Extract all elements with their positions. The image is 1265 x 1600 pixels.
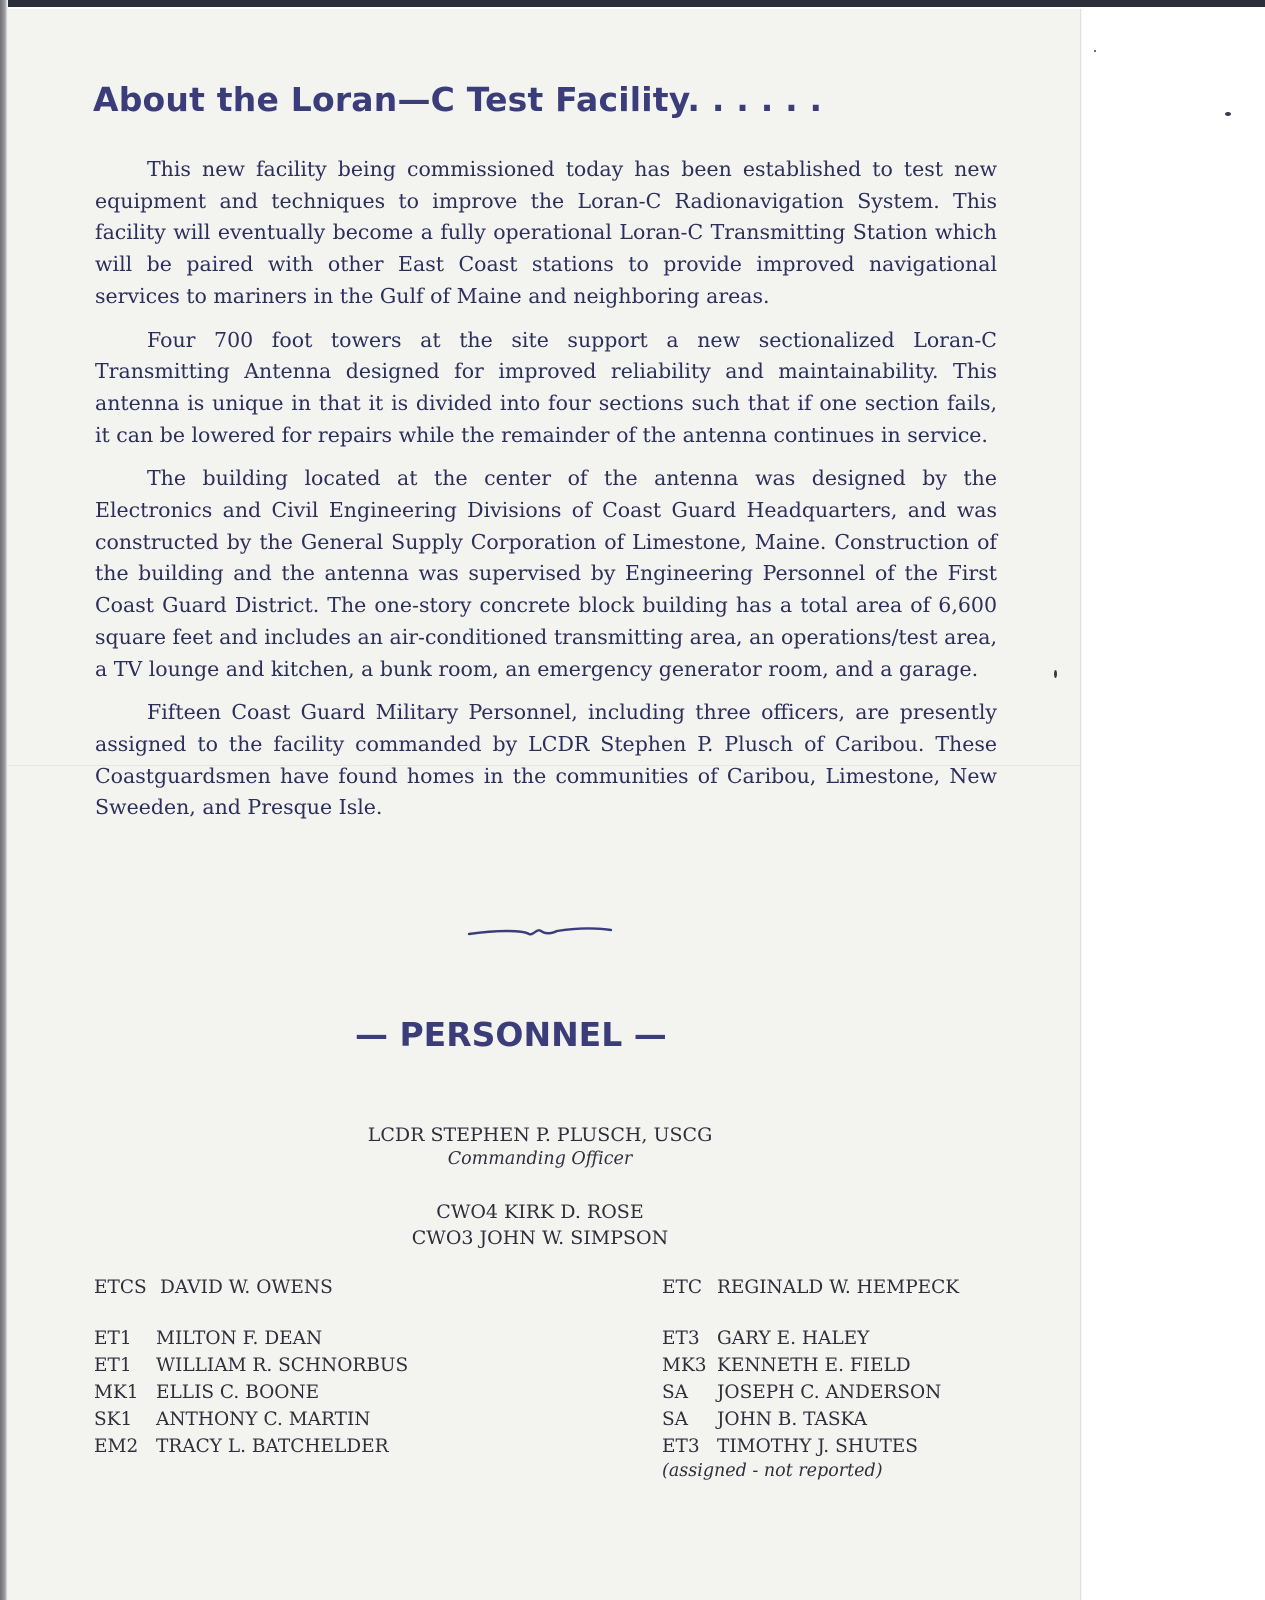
crew-list-left: [94, 1325, 408, 1460]
warrant-officers-block: [290, 1199, 790, 1251]
roster-row: [94, 1433, 408, 1460]
scan-left-edge: [0, 0, 8, 1600]
roster-row: [662, 1274, 959, 1301]
rate-label: ETC: [662, 1277, 702, 1298]
assignment-note: (assigned - not reported): [662, 1461, 883, 1481]
scan-top-edge: [0, 0, 1265, 7]
roster-row: [662, 1325, 941, 1352]
member-name: DAVID W. OWENS: [160, 1277, 333, 1298]
rate-label: SA: [662, 1382, 689, 1403]
roster-row: [94, 1325, 408, 1352]
member-name: MILTON F. DEAN: [156, 1328, 323, 1349]
paragraph-personnel: Fifteen Coast Guard Military Personnel, including three officers, are presently assigned to the facility commanded by LCDR Stephen P. Plusch of Caribou. These Coastguardsmen have found homes in the communities of Caribou, Limestone, New Sweeden, and Presque Isle.: [95, 700, 997, 820]
paper-speck: [1094, 50, 1096, 52]
member-name: REGINALD W. HEMPECK: [717, 1277, 960, 1298]
roster-row: [662, 1352, 941, 1379]
rate-label: SA: [662, 1409, 689, 1430]
facility-description: [95, 154, 997, 836]
member-name: JOSEPH C. ANDERSON: [717, 1382, 942, 1403]
member-name: WILLIAM R. SCHNORBUS: [156, 1355, 409, 1376]
rate-label: ET3: [662, 1328, 700, 1349]
squiggle-divider: [467, 925, 613, 939]
roster-row: [94, 1352, 408, 1379]
roster-row: [94, 1406, 408, 1433]
paragraph-building: The building located at the center of the antenna was designed by the Electronics and Civil Engineering Divisions of Coast Guard Headquarters, and was constructed by the General Supply Corporation of Limestone, Maine. Construction of the building and the antenna was supervised by Engineering Personnel of the First Coast Guard District. The one-story concrete block building has a total area of 6,600 square feet and includes an air-conditioned transmitting area, an operations/test area, a TV lounge and kitchen, a bunk room, an emergency generator room, and a garage.: [95, 466, 997, 681]
crew-list-right: [662, 1325, 941, 1482]
member-name: KENNETH E. FIELD: [717, 1355, 911, 1376]
member-name: JOHN B. TASKA: [717, 1409, 867, 1430]
member-name: GARY E. HALEY: [717, 1328, 870, 1349]
paper-speck: [1225, 112, 1231, 116]
commanding-officer-role: Commanding Officer: [447, 1149, 633, 1169]
rate-label: MK3: [662, 1355, 707, 1376]
roster-row: [662, 1379, 941, 1406]
personnel-heading: — PERSONNEL —: [355, 1015, 667, 1054]
paragraph-antenna: Four 700 foot towers at the site support a new sectionalized Loran-C Transmitting Antenna designed for improved reliability and maintainability. This antenna is unique in that it is divided into four sections such that if one section fails, it can be lowered for repairs while the remainder of the antenna continues in service.: [95, 327, 997, 447]
paper-speck: [1054, 670, 1057, 678]
roster-row: [94, 1274, 333, 1301]
rate-label: ET1: [94, 1355, 132, 1376]
chief-left: [94, 1274, 333, 1301]
commanding-officer-name: LCDR STEPHEN P. PLUSCH, USCG: [367, 1124, 713, 1146]
member-name: ELLIS C. BOONE: [156, 1382, 320, 1403]
chief-right: [662, 1274, 959, 1301]
rate-label: SK1: [94, 1409, 133, 1430]
rate-label: MK1: [94, 1382, 139, 1403]
roster-row: [94, 1379, 408, 1406]
rate-label: ET3: [662, 1436, 700, 1457]
commanding-officer-block: [290, 1122, 790, 1170]
member-name: TRACY L. BATCHELDER: [156, 1436, 389, 1457]
document-title: About the Loran—C Test Facility. . . . . .: [93, 80, 823, 119]
rate-label: ETCS: [94, 1277, 147, 1298]
rate-label: ET1: [94, 1328, 132, 1349]
paragraph-purpose: This new facility being commissioned today has been established to test new equipment and techniques to improve the Loran-C Radionavigation System. This facility will eventually become a fully operational Loran-C Transmitting Station which will be paired with other East Coast stations to provide improved navigational services to mariners in the Gulf of Maine and neighboring areas.: [95, 157, 997, 308]
roster-row: [662, 1406, 941, 1433]
rate-label: EM2: [94, 1436, 139, 1457]
warrant-officer-name: CWO3 JOHN W. SIMPSON: [411, 1227, 669, 1249]
roster-row: [662, 1433, 941, 1460]
warrant-officer-name: CWO4 KIRK D. ROSE: [436, 1201, 644, 1223]
member-name: ANTHONY C. MARTIN: [156, 1409, 371, 1430]
member-name: TIMOTHY J. SHUTES: [717, 1436, 918, 1457]
